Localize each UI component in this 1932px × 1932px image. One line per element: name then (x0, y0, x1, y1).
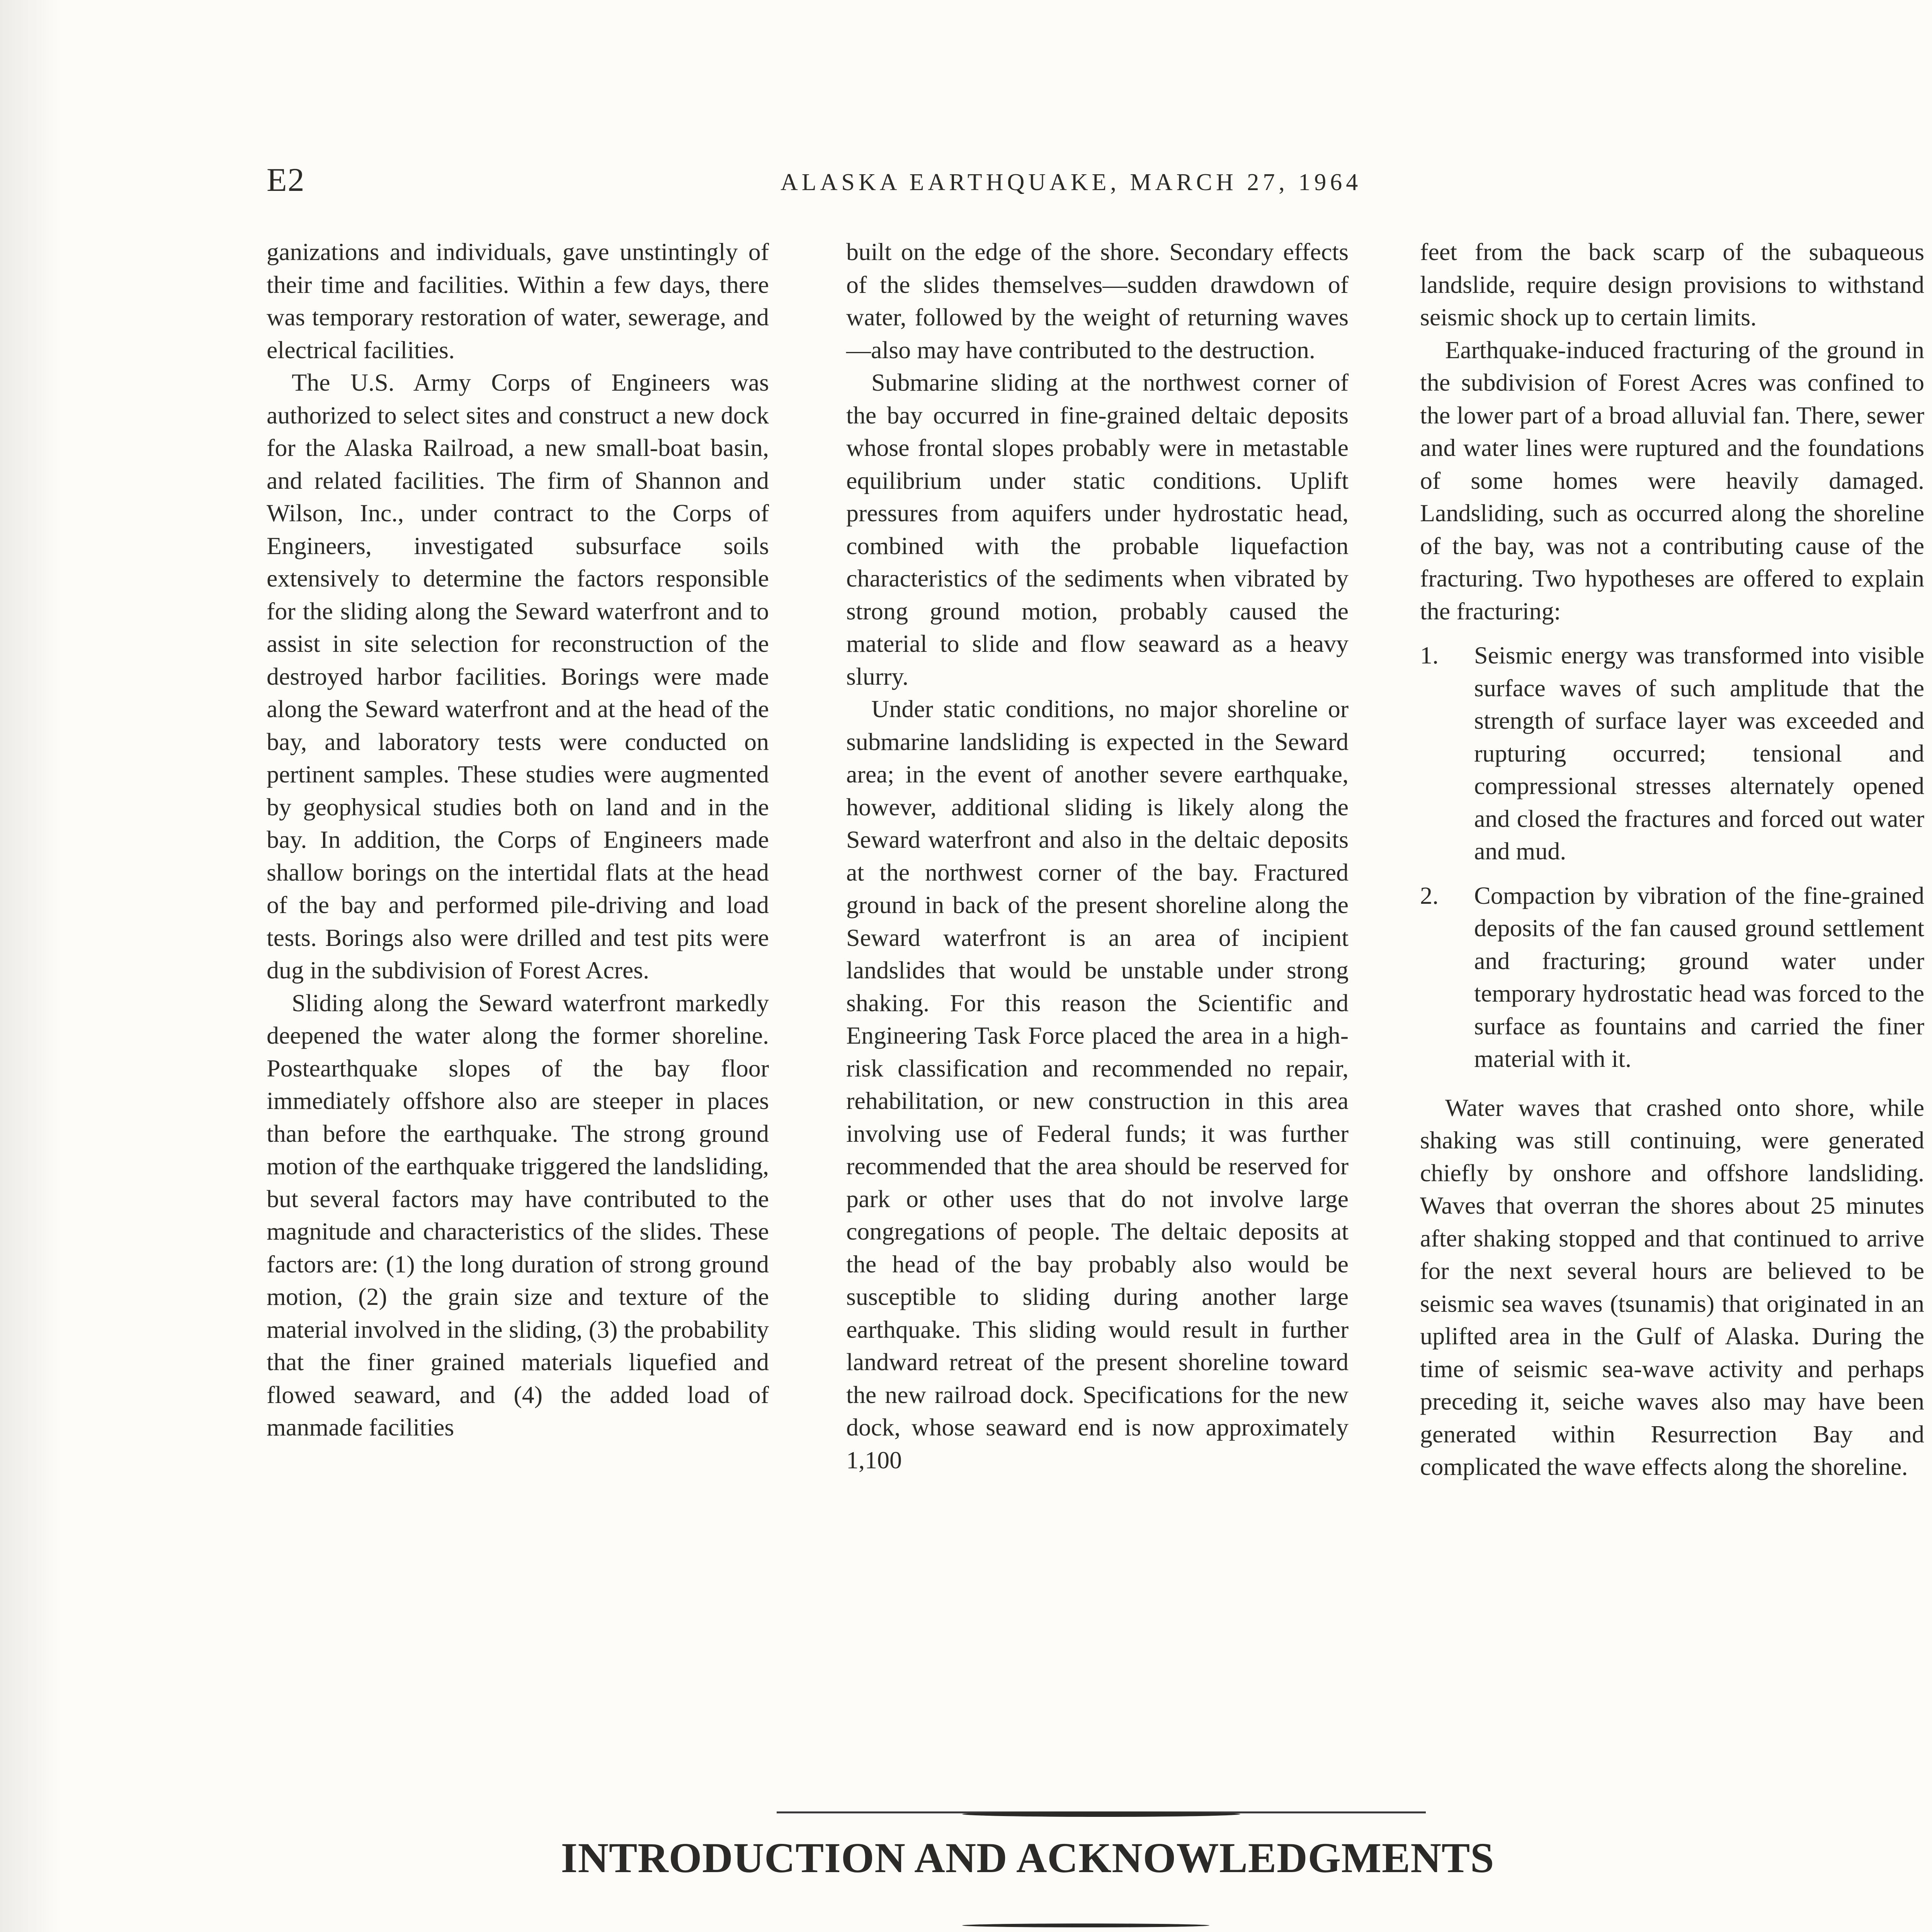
paragraph: Earthquake-induced fracturing of the ground in the subdivision of Forest Acres was confined to the lower part of a broad alluvial fan. There, sewer and water lines were ruptured and the foundations of some homes were heavily damaged. Landsliding, such as occurred along the shoreline of the bay, was not a contributing cause of the fracturing. Two hypotheses are offered to explain the fracturing: (1420, 336, 1924, 625)
list-item (1420, 639, 1924, 868)
paragraph: Submarine sliding at the northwest corner of the bay occurred in fine-grained deltaic deposits whose frontal slopes probably were in metastable equilibrium under static conditions. Uplift pressures from aquifers under hydrostatic head, combined with the probable liquefaction characteristics of the sediments when vibrated by strong ground motion, probably caused the material to slide and flow seaward as a heavy slurry. (846, 369, 1349, 690)
paragraph: feet from the back scarp of the subaqueous landslide, require design provisions to withstand seismic shock up to certain limits. (1420, 238, 1924, 331)
paragraph: Sliding along the Seward waterfront markedly deepened the water along the former shoreline. Postearthquake slopes of the bay floor immediately offshore also are steeper in places than before the earthquake. The strong ground motion of the earthquake triggered the landsliding, but several factors may have contributed to the magnitude and characteristics of the slides. These factors are: (1) the long duration of strong ground motion, (2) the grain size and texture of the material involved in the sliding, (3) the probability that the finer grained materials liquefied and flowed seaward, and (4) the added load of manmade facilities (267, 989, 769, 1441)
list-text: Compaction by vibration of the fine-grained deposits of the fan caused ground settlement and fracturing; ground water under temporary hydrostatic head was forced to the surface as fountains and carried the finer material with it. (1474, 881, 1924, 1072)
page-number: E2 (267, 161, 305, 198)
paragraph: The U.S. Army Corps of Engineers was authorized to select sites and construct a new dock for the Alaska Railroad, a new small-boat basin, and related facilities. The firm of Shannon and Wilson, Inc., under contract to the Corps of Engineers, investigated subsurface soils extensively to determine the factors responsible for the sliding along the Seward waterfront and to assist in site selection for reconstruction of the destroyed harbor facilities. Borings were made along the Seward waterfront and at the head of the bay, and laboratory tests were conducted on pertinent samples. These studies were augmented by geophysical studies both on land and in the bay. In addition, the Corps of Engineers made shallow borings on the intertidal flats at the head of the bay and performed pile-driving and load tests. Borings also were drilled and test pits were dug in the subdivision of Forest Acres. (267, 369, 769, 984)
paragraph: Water waves that crashed onto shore, while shaking was still continuing, were generated chiefly by onshore and offshore landsliding. Waves that overran the shores about 25 minutes after shaking stopped and that continued to arrive for the next several hours are believed to be seismic sea waves (tsunamis) that originated in an uplifted area in the Gulf of Alaska. During the time of seismic sea-wave activity and perhaps preceding it, seiche waves also may have been generated within Resurrection Bay and complicated the wave effects along the shoreline. (1420, 1094, 1924, 1480)
section-rule-top (777, 1811, 1426, 1817)
top-column-2 (846, 236, 1349, 1476)
page-header (0, 160, 1932, 207)
section-rule-bottom (962, 1923, 1209, 1927)
paragraph: ganizations and individuals, gave unstintingly of their time and facilities. Within a few days, there was temporary restoration of water, sewerage, and electrical facilities. (267, 238, 769, 364)
list-text: Seismic energy was transformed into visible surface waves of such amplitude that the strength of surface layer was exceeded and rupturing occurred; tensional and compressional stresses alternately opened and closed the fractures and forced out water and mud. (1474, 641, 1924, 865)
top-column-3 (1420, 236, 1924, 1483)
list-number: 1. (1420, 641, 1439, 669)
hypotheses-list (1420, 639, 1924, 1075)
section-heading: INTRODUCTION AND ACKNOWLEDGMENTS (561, 1834, 1495, 1881)
list-number: 2. (1420, 881, 1439, 909)
paragraph: built on the edge of the shore. Secondary effects of the slides themselves—sudden drawdown of water, followed by the weight of returning waves—also may have contributed to the destruction. (846, 238, 1349, 364)
running-title: ALASKA EARTHQUAKE, MARCH 27, 1964 (781, 169, 1362, 196)
page-edge-shadow (0, 0, 62, 1932)
top-column-1 (267, 236, 769, 1444)
list-item (1420, 879, 1924, 1075)
paragraph: Under static conditions, no major shoreline or submarine landsliding is expected in the Seward area; in the event of another severe earthquake, however, additional sliding is likely along the Seward waterfront and also in the deltaic deposits at the northwest corner of the bay. Fractured ground in back of the present shoreline along the Seward waterfront is an area of incipient landslides that would be unstable under strong shaking. For this reason the Scientific and Engineering Task Force placed the area in a high-risk classification and recommended no repair, rehabilitation, or new construction in this area involving use of Federal funds; it was further recommended that the area should be reserved for park or other uses that do not involve large congregations of people. The deltaic deposits at the head of the bay probably also would be susceptible to sliding during another large earthquake. This sliding would result in further landward retreat of the present shoreline toward the new railroad dock. Specifications for the new dock, whose seaward end is now approximately 1,100 (846, 695, 1349, 1474)
